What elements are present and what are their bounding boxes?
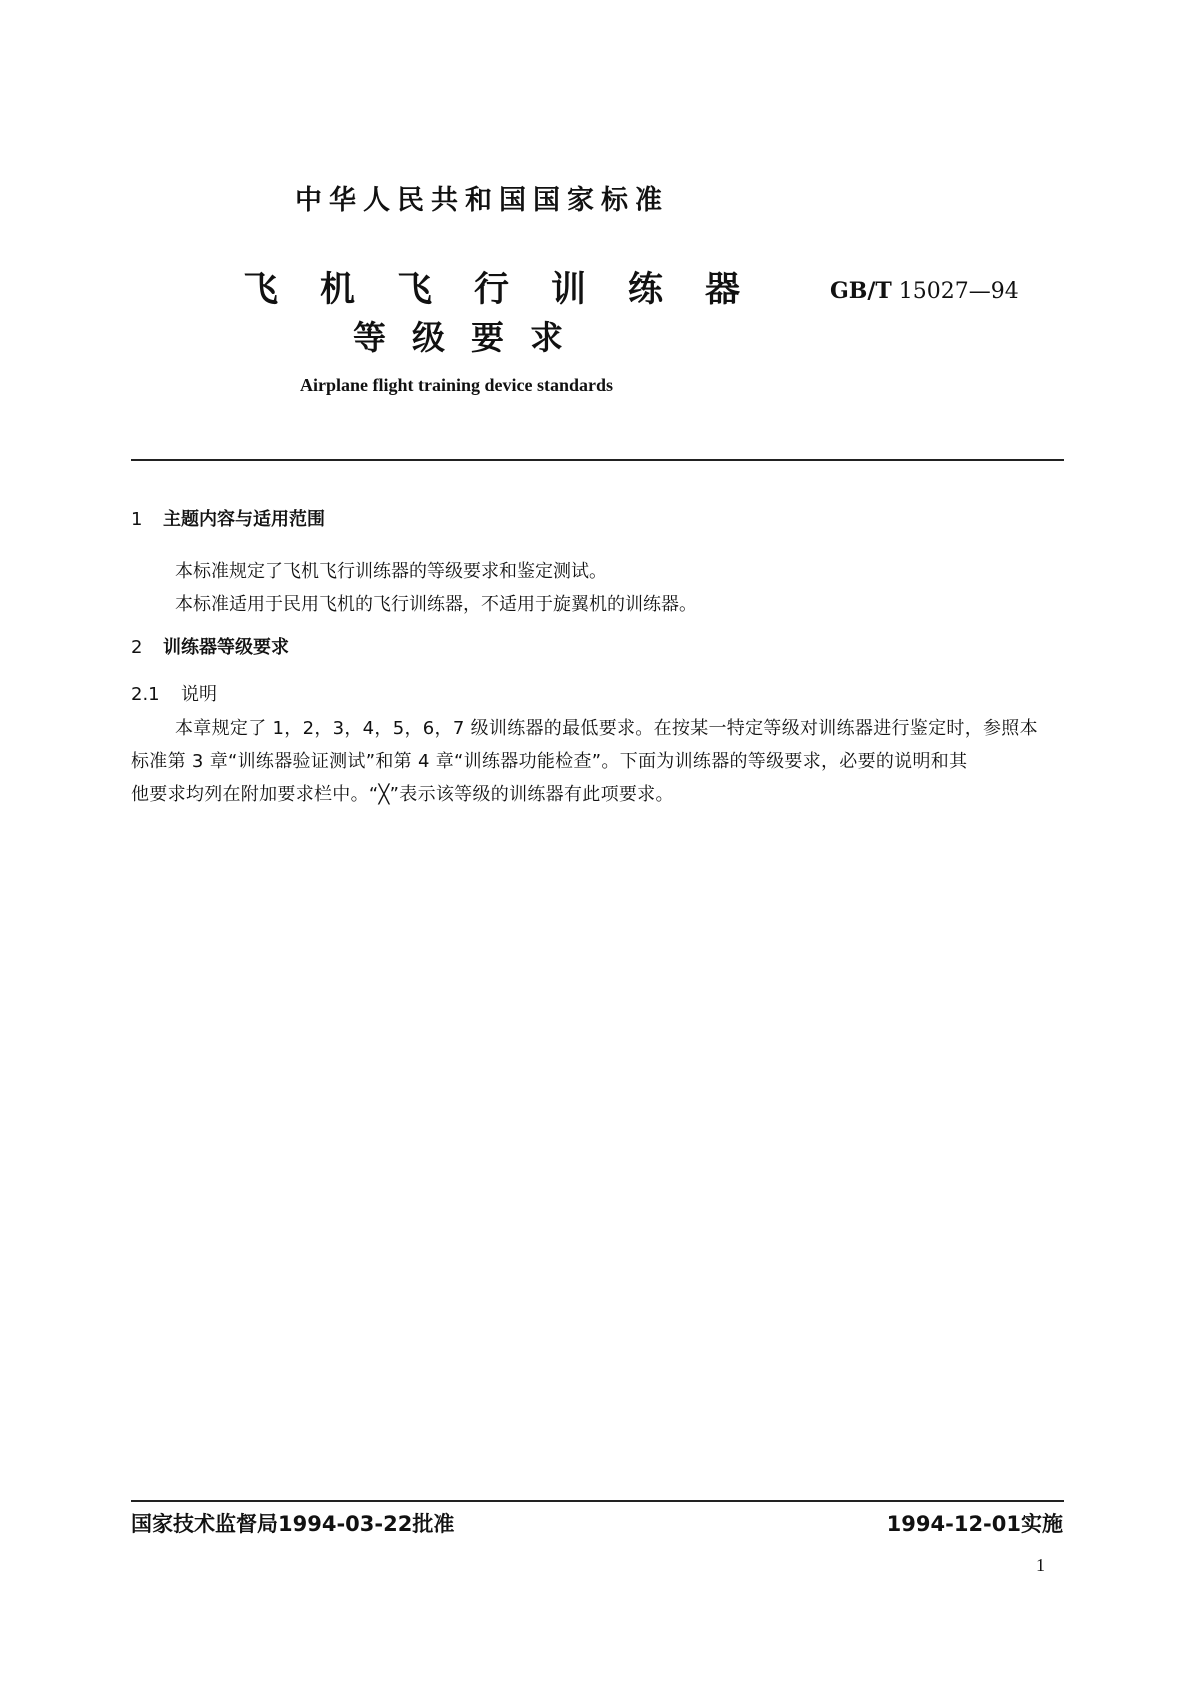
section-1-paragraph-1: 本标准规定了飞机飞行训练器的等级要求和鉴定测试。 — [175, 561, 607, 582]
body-line-3: 他要求均列在附加要求栏中。“╳”表示该等级的训练器有此项要求。 — [131, 784, 674, 805]
subsection-2-1-body — [131, 712, 1064, 811]
section-1-paragraph-2: 本标准适用于民用飞机的飞行训练器，不适用于旋翼机的训练器。 — [175, 594, 697, 615]
title-line-2: 等级要求 — [353, 318, 589, 357]
body-line-2: 标准第 3 章“训练器验证测试”和第 4 章“训练器功能检查”。下面为训练器的等级要求，必要的说明和其 — [131, 751, 968, 772]
english-title: Airplane flight training device standards — [300, 375, 614, 395]
title-line-1: 飞机飞行训练器 — [243, 270, 783, 310]
standard-code-prefix: GB/T — [830, 278, 892, 304]
header-divider — [131, 459, 1064, 461]
standard-code — [830, 278, 1019, 304]
body-line-1: 本章规定了 1，2，3，4，5，6，7 级训练器的最低要求。在按某一特定等级对训练器进行鉴定时，参照本 — [175, 718, 1038, 739]
section-2-number: 2 — [131, 637, 143, 658]
subsection-2-1-title: 说明 — [181, 684, 217, 705]
subsection-2-1-number: 2.1 — [131, 684, 160, 705]
section-1-heading — [131, 505, 325, 531]
effective-date: 1994-12-01实施 — [886, 1512, 1063, 1536]
section-2-heading — [131, 633, 289, 659]
section-2-title: 训练器等级要求 — [163, 637, 289, 658]
subsection-2-1-heading — [131, 680, 217, 706]
national-standard-heading: 中华人民共和国国家标准 — [295, 185, 669, 216]
approval-date: 国家技术监督局1994-03-22批准 — [131, 1512, 455, 1536]
page-number: 1 — [1036, 1555, 1045, 1575]
section-1-number: 1 — [131, 509, 143, 530]
section-1-title: 主题内容与适用范围 — [163, 509, 325, 530]
standard-code-number: 15027—94 — [898, 279, 1019, 304]
footer-divider — [131, 1500, 1064, 1502]
